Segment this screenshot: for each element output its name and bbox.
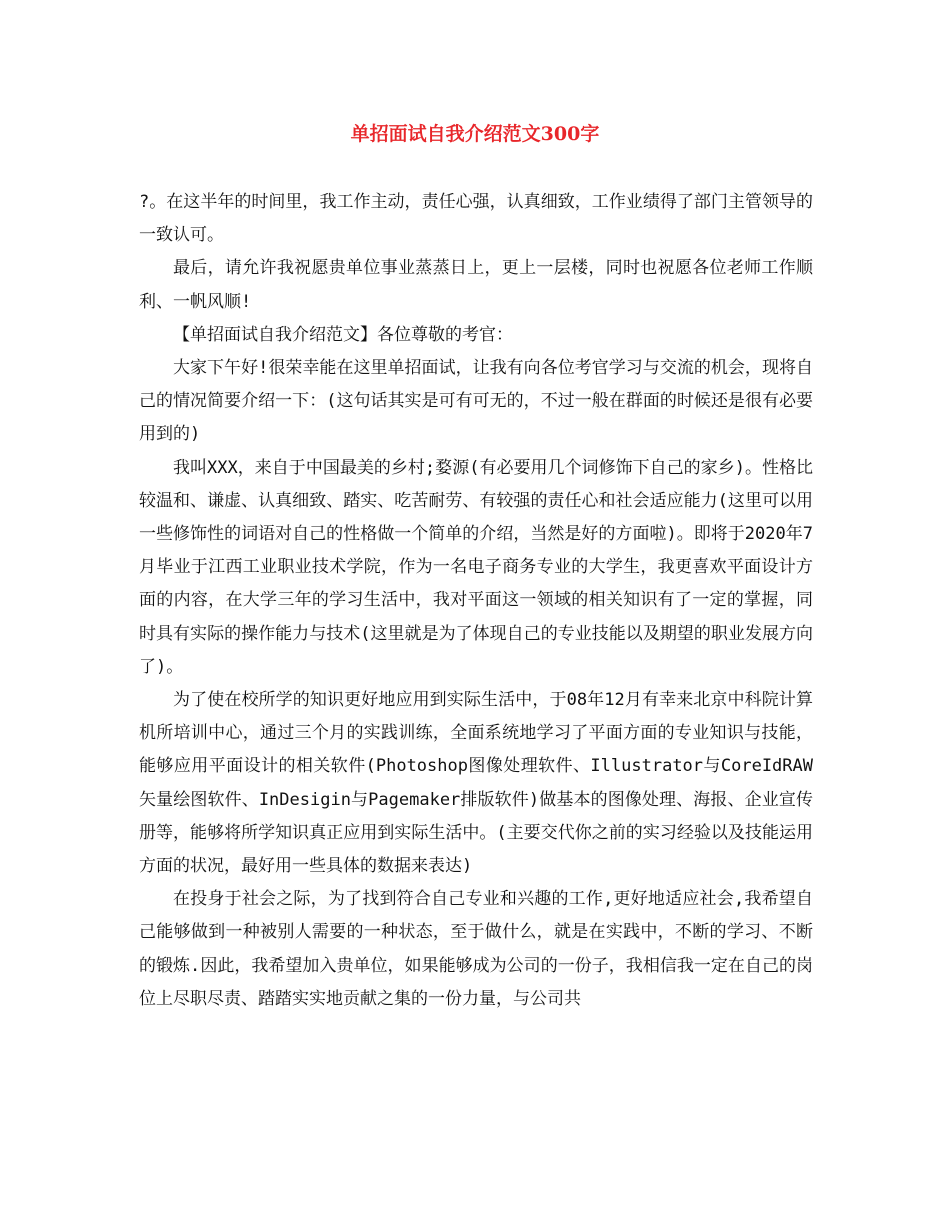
paragraph-5: 为了使在校所学的知识更好地应用到实际生活中，于08年12月有幸来北京中科院计算机所培训中心，通过三个月的实践训练，全面系统地学习了平面方面的专业知识与技能，能够应用平面设计的相关软件(Photoshop图像处理软件、Illustrator与CoreIdRAW矢量绘图软件、InDesigin与Pagemaker排版软件)做基本的图像处理、海报、企业宣传册等，能够将所学知识真正应用到实际生活中。(主要交代你之前的实习经验以及技能运用方面的状况，最好用一些具体的数据来表达) [139,690,813,877]
section-heading: 【单招面试自我介绍范文】 [173,324,377,345]
paragraph-2: 最后，请允许我祝愿贵单位事业蒸蒸日上，更上一层楼，同时也祝愿各位老师工作顺利、一帆风顺! [139,258,813,312]
document-title: 单招面试自我介绍范文300字 [350,123,600,145]
document-body [139,186,813,1016]
section-heading-line [139,319,813,352]
paragraph-1: ?。在这半年的时间里，我工作主动，责任心强，认真细致，工作业绩得了部门主管领导的一致认可。 [139,192,813,246]
salutation: 各位尊敬的考官： [377,324,513,345]
paragraph-6: 在投身于社会之际，为了找到符合自己专业和兴趣的工作,更好地适应社会,我希望自己能够做到一种被别人需要的一种状态，至于做什么，就是在实践中，不断的学习、不断的锻炼.因此，我希望加入贵单位，如果能够成为公司的一份子，我相信我一定在自己的岗位上尽职尽责、踏踏实实地贡献之集的一份力量，与公司共 [139,889,813,1009]
paragraph-3: 大家下午好!很荣幸能在这里单招面试，让我有向各位考官学习与交流的机会，现将自己的情况简要介绍一下：(这句话其实是可有可无的，不过一般在群面的时候还是很有必要用到的) [139,358,813,445]
paragraph-4: 我叫XXX，来自于中国最美的乡村;婺源(有必要用几个词修饰下自己的家乡)。性格比较温和、谦虚、认真细致、踏实、吃苦耐劳、有较强的责任心和社会适应能力(这里可以用一些修饰性的词语对自己的性格做一个简单的介绍，当然是好的方面啦)。即将于2020年7月毕业于江西工业职业技术学院，作为一名电子商务专业的大学生，我更喜欢平面设计方面的内容，在大学三年的学习生活中，我对平面这一领域的相关知识有了一定的掌握，同时具有实际的操作能力与技术(这里就是为了体现自己的专业技能以及期望的职业发展方向了)。 [139,457,813,677]
